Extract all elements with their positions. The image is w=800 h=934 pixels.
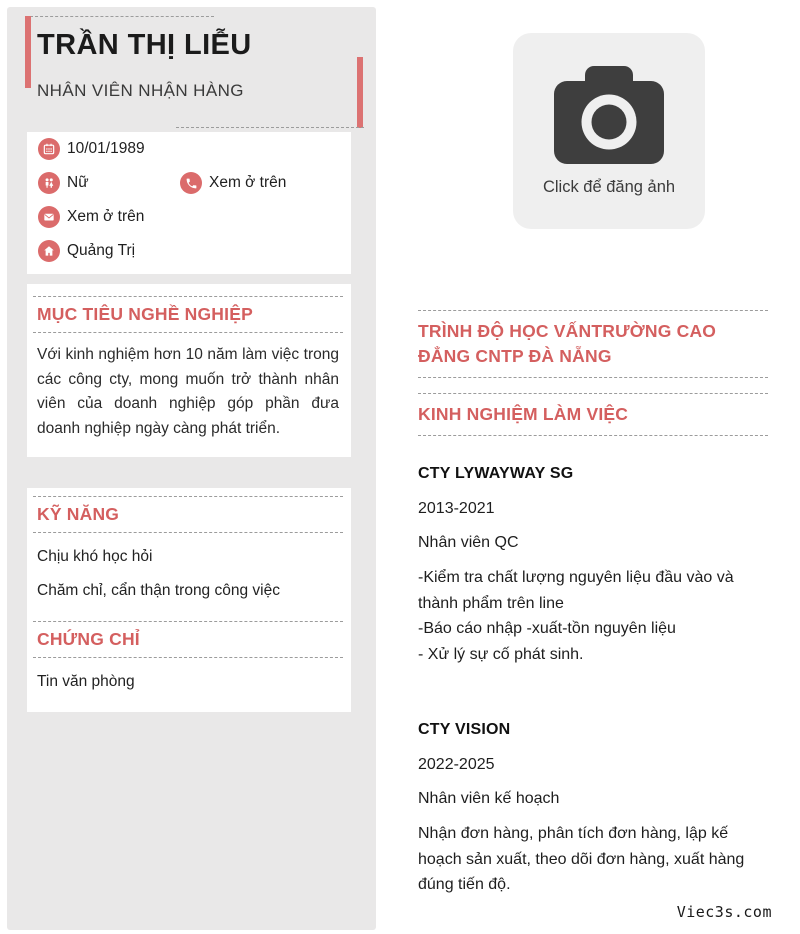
camera-icon <box>554 66 665 165</box>
skill-item[interactable]: Chịu khó học hỏi <box>37 548 153 565</box>
section-divider <box>33 532 343 533</box>
job-detail-line: -Báo cáo nhập -xuất-tồn nguyên liệu <box>418 620 676 637</box>
watermark: Viec3s.com <box>676 903 772 921</box>
section-divider <box>33 657 343 658</box>
header-bottom-divider <box>176 127 364 128</box>
home-icon <box>38 240 60 262</box>
job-role[interactable]: Nhân viên kế hoạch <box>418 790 560 807</box>
objective-text[interactable]: Với kinh nghiệm hơn 10 năm làm việc trong các công cty, mong muốn trở thành nhân viên của doanh nghiệp góp phần đưa doanh nghiệp ngày càng phát triển. <box>37 346 339 437</box>
sidebar-panel <box>7 7 376 930</box>
phone-icon <box>180 172 202 194</box>
objective-block[interactable] <box>27 284 351 457</box>
contact-phone[interactable] <box>180 172 351 194</box>
section-divider <box>33 296 343 297</box>
education-heading[interactable]: TRÌNH ĐỘ HỌC VẤNTRƯỜNG CAO ĐẲNG CNTP ĐÀ NẴNG <box>418 321 717 366</box>
section-divider <box>33 496 343 497</box>
candidate-title[interactable]: NHÂN VIÊN NHẬN HÀNG <box>37 81 244 100</box>
experience-section-header[interactable] <box>418 393 768 436</box>
email-icon <box>38 206 60 228</box>
contact-email-value[interactable]: Xem ở trên <box>67 208 145 225</box>
certificate-item[interactable]: Tin văn phòng <box>37 673 135 690</box>
gender-icon <box>38 172 60 194</box>
main-content <box>418 33 768 898</box>
photo-upload[interactable] <box>513 33 705 229</box>
job-entry[interactable] <box>418 721 768 898</box>
main-column <box>376 0 800 934</box>
contact-block[interactable] <box>27 132 351 274</box>
accent-bar-left <box>25 16 31 88</box>
calendar-icon <box>38 138 60 160</box>
candidate-name[interactable]: TRẦN THỊ LIỄU <box>37 29 252 61</box>
job-period[interactable]: 2022-2025 <box>418 756 495 773</box>
contact-row <box>38 240 351 262</box>
contact-birthday[interactable] <box>38 138 351 160</box>
section-divider <box>418 310 768 311</box>
job-detail-line: -Kiểm tra chất lượng nguyên liệu đầu vào và thành phẩm trên line <box>418 569 734 612</box>
contact-phone-value[interactable]: Xem ở trên <box>209 174 287 191</box>
certificates-heading: CHỨNG CHỈ <box>37 629 140 649</box>
job-details[interactable] <box>418 821 768 898</box>
contact-address[interactable] <box>38 240 351 262</box>
section-divider <box>33 621 343 622</box>
skills-block[interactable] <box>27 488 351 712</box>
job-period[interactable]: 2013-2021 <box>418 500 495 517</box>
photo-upload-label: Click để đăng ảnh <box>542 177 676 196</box>
header-block[interactable] <box>7 7 376 132</box>
job-role[interactable]: Nhân viên QC <box>418 534 519 551</box>
job-detail-line: - Xử lý sự cố phát sinh. <box>418 645 584 663</box>
section-divider <box>418 393 768 394</box>
job-company[interactable]: CTY VISION <box>418 721 511 738</box>
contact-row <box>38 172 351 194</box>
contact-gender-value[interactable]: Nữ <box>67 174 89 191</box>
contact-gender[interactable] <box>38 172 180 194</box>
education-section[interactable] <box>418 310 768 378</box>
experience-heading: KINH NGHIỆM LÀM VIỆC <box>418 404 629 424</box>
job-detail-line: Nhận đơn hàng, phân tích đơn hàng, lập kế hoạch sản xuất, theo dõi đơn hàng, xuất hàng đúng tiến độ. <box>418 825 745 893</box>
job-details[interactable] <box>418 565 768 667</box>
section-divider <box>33 332 343 333</box>
job-company[interactable]: CTY LYWAYWAY SG <box>418 465 574 482</box>
skill-item[interactable]: Chăm chỉ, cẩn thận trong công việc <box>37 582 280 599</box>
skills-heading: KỸ NĂNG <box>37 504 120 524</box>
contact-row <box>38 138 351 160</box>
accent-bar-right <box>357 57 363 128</box>
contact-email[interactable] <box>38 206 351 228</box>
contact-address-value[interactable]: Quảng Trị <box>67 242 136 259</box>
section-divider <box>418 435 768 436</box>
contact-birthday-value[interactable]: 10/01/1989 <box>67 140 145 157</box>
header-top-divider <box>30 16 214 17</box>
objective-heading: MỤC TIÊU NGHỀ NGHIỆP <box>37 304 253 324</box>
section-divider <box>418 377 768 378</box>
job-entry[interactable] <box>418 465 768 667</box>
contact-row <box>38 206 351 228</box>
